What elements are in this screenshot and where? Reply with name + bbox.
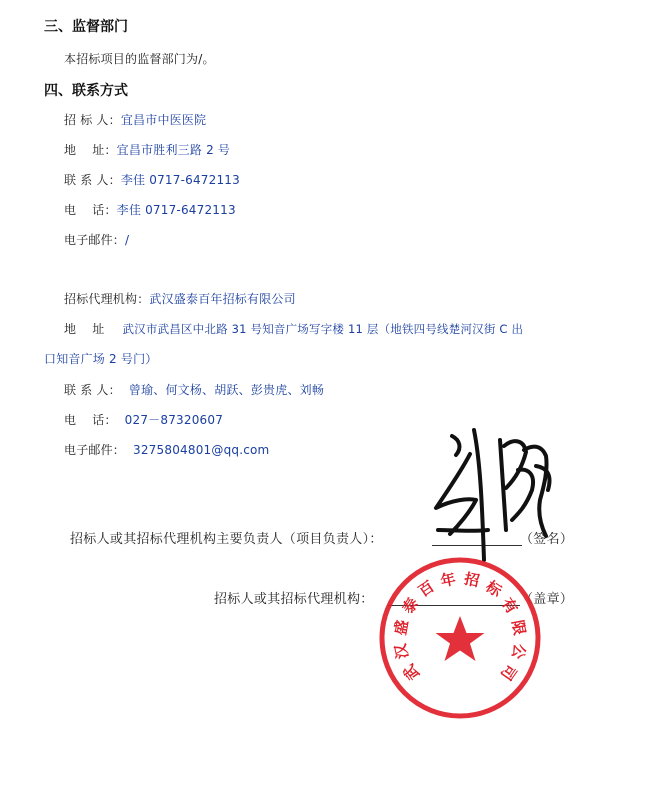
tenderer-contact-label: 联 系 人： (64, 173, 121, 187)
tenderer-phone-value: 李佳 0717-6472113 (116, 203, 236, 217)
tenderer-address-label: 地 址： (64, 143, 117, 157)
tenderer-phone-label: 电 话： (64, 203, 117, 217)
signature-line (432, 545, 522, 546)
tenderer-email-row (64, 231, 129, 248)
section-3-title: 三、监督部门 (44, 19, 128, 35)
seal-char: 标 (482, 577, 505, 601)
agency-name-value: 武汉盛泰百年招标有限公司 (149, 292, 296, 306)
organization-label: 招标人或其招标代理机构： (214, 592, 374, 607)
seal-char: 盛 (391, 618, 412, 637)
agency-address-row (64, 320, 523, 337)
seal-char: 司 (497, 661, 521, 684)
agency-name-row (64, 290, 296, 307)
agency-phone-row (64, 411, 223, 428)
section-3-text: 本招标项目的监督部门为/。 (64, 52, 215, 66)
seal-char: 招 (462, 569, 481, 591)
agency-name-label: 招标代理机构： (64, 292, 150, 306)
tenderer-name-value: 宜昌市中医医院 (120, 113, 207, 127)
section-4-title: 四、联系方式 (44, 83, 128, 99)
seal-suffix: （盖章） (520, 592, 574, 607)
seal-char: 年 (439, 569, 458, 591)
seal-char: 武 (399, 661, 423, 684)
agency-address-value-line1: 武汉市武昌区中北路 31 号知音广场写字楼 11 层（地铁四号线楚河汉街 C 出 (122, 322, 524, 336)
agency-contact-value: 曾瑜、何文杨、胡跃、彭贵虎、刘畅 (128, 383, 325, 397)
seal-line (388, 605, 520, 606)
tenderer-email-label: 电子邮件： (64, 233, 126, 247)
seal-star-icon (436, 616, 485, 661)
agency-email-value: 3275804801@qq.com (133, 443, 270, 457)
tenderer-address-row (64, 141, 230, 158)
agency-contact-label: 联 系 人： (64, 383, 121, 397)
signature-suffix: （签名） (520, 532, 574, 547)
agency-phone-value: 027－87320607 (124, 413, 224, 427)
seal-char: 有 (498, 594, 522, 618)
seal-char: 泰 (398, 594, 422, 618)
agency-address-value-line2: 口知音广场 2 号门） (44, 352, 158, 366)
tenderer-address-value: 宜昌市胜利三路 2 号 (116, 143, 231, 157)
agency-email-row (64, 441, 269, 458)
seal-char: 汉 (391, 641, 413, 661)
responsible-person-label: 招标人或其招标代理机构主要负责人（项目负责人）： (70, 532, 383, 547)
tenderer-contact-value: 李佳 0717-6472113 (120, 173, 240, 187)
tenderer-phone-row (64, 201, 236, 218)
agency-contact-row (64, 381, 324, 398)
agency-email-label: 电子邮件： (64, 443, 126, 457)
seal-char: 百 (415, 577, 438, 601)
tenderer-name-row (64, 111, 206, 128)
agency-phone-label: 电 话： (64, 413, 117, 427)
tenderer-name-label: 招 标 人： (64, 113, 121, 127)
seal-char: 限 (508, 618, 529, 637)
tenderer-contact-row (64, 171, 240, 188)
tenderer-email-value: / (125, 233, 130, 247)
agency-address-label: 地 址 (64, 322, 105, 336)
seal-char: 公 (507, 641, 529, 661)
